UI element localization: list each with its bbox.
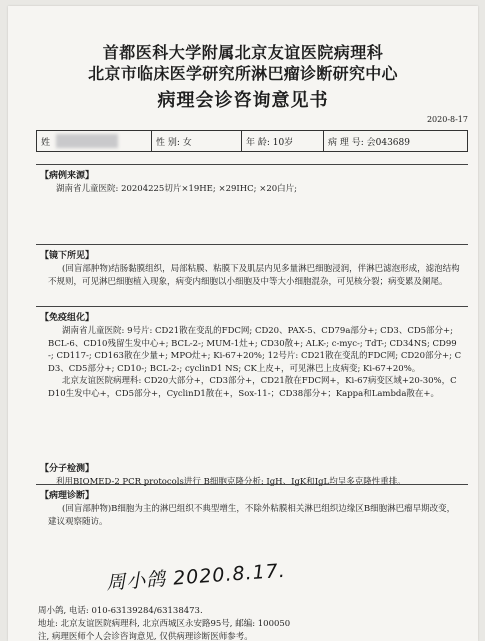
molecular-section [36, 458, 468, 487]
address-line: 地址: 北京友谊医院病理科, 北京西城区永安路95号, 邮编: 100050 [38, 619, 291, 629]
handwritten-signature: 周小鸽 2020.8.17. [105, 559, 287, 595]
section-body: (回盲部肿物)结肠黏膜组织，局部粘膜、粘膜下及肌层内见多量淋巴细胞浸润，伴淋巴滤泡形成，滤泡结构不规则，可见淋巴细胞植入现象，病变内细胞以小细胞及中等大小细胞混杂，可见核分裂；病变累及阑尾。 [48, 264, 460, 287]
section-body: 湖南省儿童医院: 20204225切片×19HE; ×29IHC; ×20白片; [56, 184, 298, 194]
section-body: (回盲部肿物)B细胞为主的淋巴组织不典型增生，不除外粘膜相关淋巴组织边缘区B细胞淋巴瘤早期改变，建议观察随访。 [48, 504, 456, 527]
section-title: 【免疫组化】 [40, 313, 95, 323]
document-title: 病理会诊咨询意见书 [157, 90, 329, 111]
section-body [36, 325, 468, 400]
contact-line: 周小鸽, 电话: 010-63139284/63138473. [38, 606, 203, 616]
section-title: 【镜下所见】 [40, 251, 95, 261]
immunohistochemistry-section [36, 306, 468, 458]
case-source-section [36, 164, 468, 239]
name-label: 姓 [41, 137, 51, 148]
pathology-number-cell: 病 理 号: 会043689 [328, 137, 410, 148]
section-title: 【分子检测】 [40, 464, 95, 474]
patient-name-cell [37, 131, 152, 151]
ihc-paragraph-1: 湖南省儿童医院: 9号片: CD21散在变乱的FDC网; CD20、PAX-5、CD79a部分+; CD3、CD5部分+; BCL-6、CD10残留生发中心+; BCL-2-; MUM-1灶+; CD30散+; ALK-; c-myc-; TdT-; CD34NS; CD99-; CD117-; CD163散在少量+; MPO灶+; Ki-67+20%; 12号片: CD21散在变乱的FDC网; CD20部分+; CD3、CD5部分+; CD10-; BCL-2-; cyclinD1 NS; CK上皮+，可见淋巴上皮病变; Ki-67+20%。 [48, 326, 462, 374]
consultation-document [8, 6, 478, 641]
research-center-name: 北京市临床医学研究所淋巴瘤诊断研究中心 [88, 64, 398, 83]
ihc-paragraph-2: 北京友谊医院病理科: CD20大部分+，CD3部分+，CD21散在FDC网+，Ki-67病变区域+20-30%，CD10生发中心+，CD5部分+，CyclinD1散在+，Sox-11-；CD38部分+；Kappa和Lambda散在+。 [48, 376, 457, 399]
diagnosis-section [36, 484, 468, 548]
redacted-name [56, 134, 118, 148]
hospital-name: 首都医科大学附属北京友谊医院病理科 [102, 43, 384, 62]
report-date: 2020-8-17 [426, 115, 468, 124]
section-title: 【病理诊断】 [40, 491, 95, 501]
age-cell: 年 龄: 10岁 [242, 131, 324, 151]
section-title: 【病例来源】 [40, 171, 95, 181]
microscopy-section [36, 244, 468, 306]
section-body: 利用BIOMED-2 PCR protocols进行 B细胞克隆分析: IgH、IgK和IgL均呈多克隆性重排。 [56, 477, 406, 487]
gender-cell: 性 别: 女 [152, 131, 242, 151]
disclaimer-line: 注, 病理医师个人会诊咨询意见, 仅供病理诊断医师参考。 [38, 632, 253, 641]
patient-info-row [36, 130, 468, 152]
